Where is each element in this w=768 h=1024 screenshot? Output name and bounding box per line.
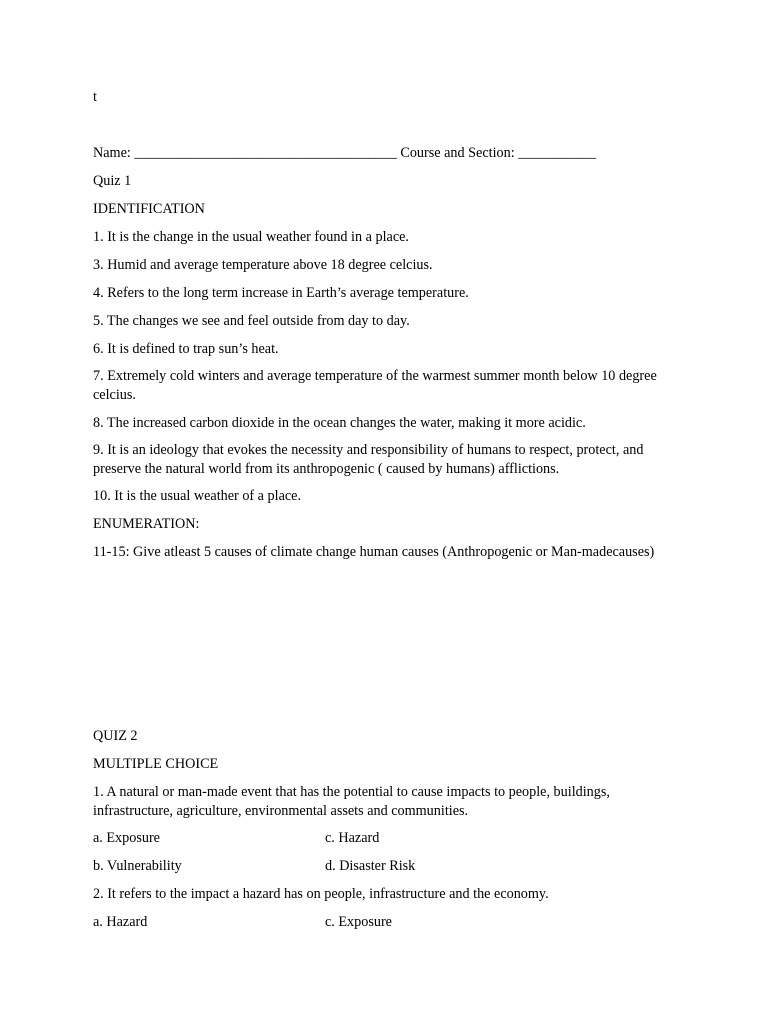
identification-item: 10. It is the usual weather of a place.: [93, 488, 302, 504]
choice-c: c. Hazard: [325, 830, 380, 846]
identification-heading: IDENTIFICATION: [93, 201, 205, 217]
identification-item: 7. Extremely cold winters and average temperature of the warmest summer month below 10 degree celcius.: [93, 368, 657, 403]
choice-a: a. Hazard: [93, 914, 148, 930]
mc-question-2: 2. It refers to the impact a hazard has on people, infrastructure and the economy.: [93, 886, 549, 902]
quiz1-title: Quiz 1: [93, 173, 132, 189]
identification-item: 3. Humid and average temperature above 18 degree celcius.: [93, 257, 433, 273]
stray-character: t: [93, 89, 97, 105]
identification-item: 9. It is an ideology that evokes the necessity and responsibility of humans to respect, protect, and preserve the natural world from its anthropogenic ( caused by humans) afflictions.: [93, 442, 644, 477]
choice-c: c. Exposure: [325, 914, 392, 930]
identification-item: 4. Refers to the long term increase in Earth’s average temperature.: [93, 285, 469, 301]
choice-a: a. Exposure: [93, 830, 160, 846]
multiple-choice-heading: MULTIPLE CHOICE: [93, 756, 219, 772]
choice-d: d. Disaster Risk: [325, 858, 416, 874]
identification-item: 6. It is defined to trap sun’s heat.: [93, 341, 279, 357]
mc-question-1: 1. A natural or man-made event that has the potential to cause impacts to people, buildings, infrastructure, agriculture, environmental assets and communities.: [93, 784, 610, 819]
identification-item: 5. The changes we see and feel outside from day to day.: [93, 313, 410, 329]
identification-item: 8. The increased carbon dioxide in the ocean changes the water, making it more acidic.: [93, 415, 586, 431]
identification-item: 1. It is the change in the usual weather found in a place.: [93, 229, 409, 245]
enumeration-heading: ENUMERATION:: [93, 516, 200, 532]
quiz2-title: QUIZ 2: [93, 728, 138, 744]
name-and-section-line: Name: _____________________________________ Course and Section: ___________: [93, 145, 597, 161]
choice-b: b. Vulnerability: [93, 858, 182, 874]
enumeration-item: 11-15: Give atleast 5 causes of climate change human causes (Anthropogenic or Man-madecauses): [93, 544, 655, 560]
